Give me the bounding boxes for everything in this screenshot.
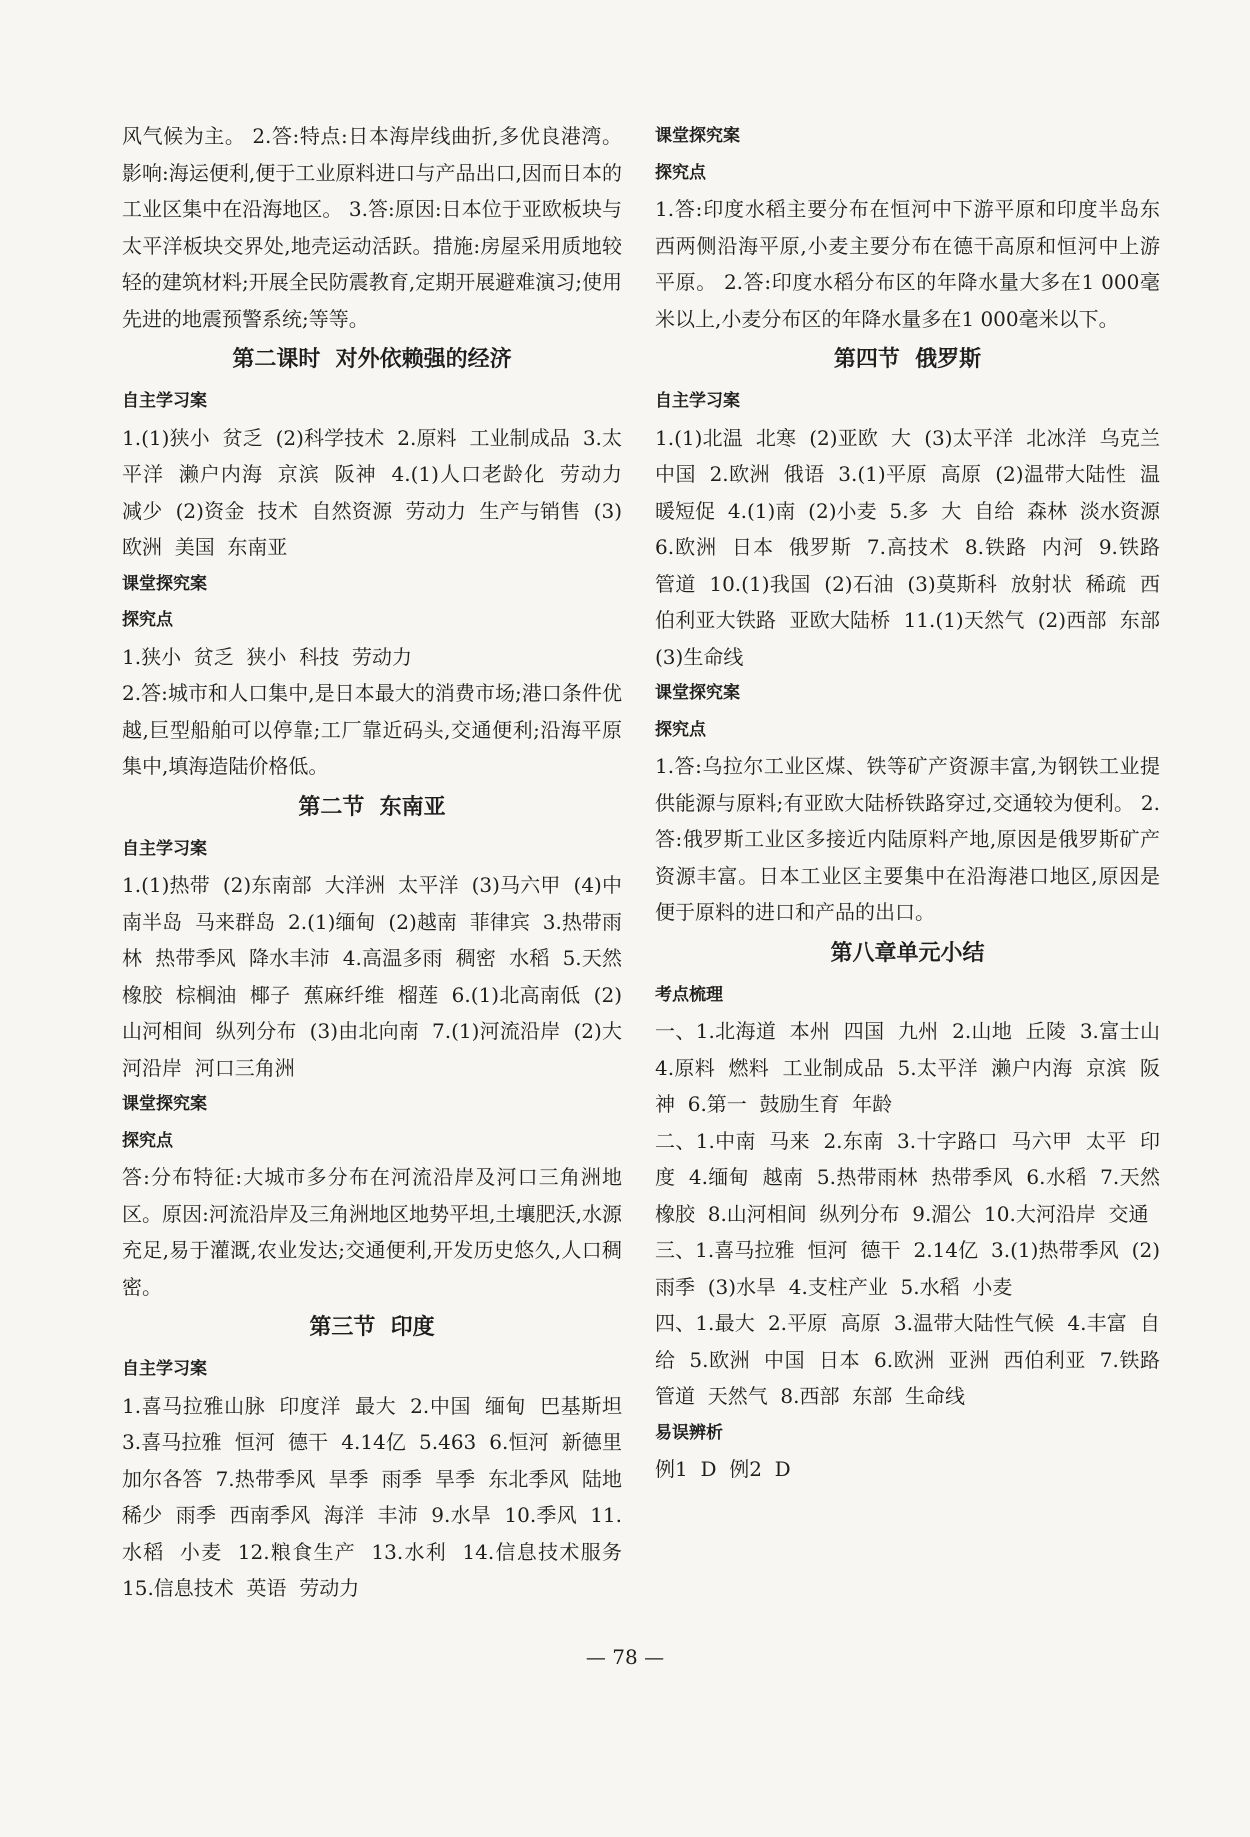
subsection-heading: 自主学习案 [122, 391, 207, 411]
page-number: — 78 — [585, 1645, 665, 1669]
subsection-heading: 课堂探究案 [122, 573, 207, 594]
section-title: 第三节 印度 [309, 1315, 435, 1340]
subsection-heading: 自主学习案 [122, 1359, 207, 1379]
answer-paragraph: 1.喜马拉雅山脉 印度洋 最大 2.中国 缅甸 巴基斯坦 3.喜马拉雅 恒河 德干 4.14亿 5.463 6.恒河 新德里 加尔各答 7.热带季风 旱季 雨季 旱季 东北季风 陆地 稀少 雨季 西南季风 海洋 丰沛 9.水旱 10.季风 11.水稻 小麦 12.粮食生产 13.水利 14.信息技术服务 15.信息技术 英语 劳动力 [122, 1393, 635, 1600]
answer-paragraph: 1.(1)热带 (2)东南部 大洋洲 太平洋 (3)马六甲 (4)中南半岛 马来群岛 2.(1)缅甸 (2)越南 菲律宾 3.热带雨林 热带季风 降水丰沛 4.高温多雨 稠密 水稻 5.天然橡胶 棕榈油 椰子 蕉麻纤维 榴莲 6.(1)北高南低 (2)山河相间 纵列分布 (3)由北向南 7.(1)河流沿岸 (2)大河沿岸 河口三角洲 [122, 873, 622, 1080]
subsection-heading: 课堂探究案 [655, 126, 740, 146]
left-column [122, 118, 635, 1607]
answer-paragraph: 四、1.最大 2.平原 高原 3.温带大陆性气候 4.丰富 自给 5.欧洲 中国 日本 6.欧洲 亚洲 西伯利亚 7.铁路 管道 天然气 8.西部 东部 生命线 [655, 1311, 1173, 1408]
answer-paragraph: 答:分布特征:大城市多分布在河流沿岸及河口三角洲地区。原因:河流沿岸及三角洲地区地势平坦,土壤肥沃,水源充足,易于灌溉,农业发达;交通便利,开发历史悠久,人口稠密。 [122, 1165, 622, 1299]
subsection-heading: 课堂探究案 [655, 683, 740, 703]
answer-paragraph: 一、1.北海道 本州 四国 九州 2.山地 丘陵 3.富士山 4.原料 燃料 工业制成品 5.太平洋 濑户内海 京滨 阪神 6.第一 鼓励生育 年龄 [655, 1019, 1173, 1116]
section-title: 第二节 东南亚 [298, 794, 446, 820]
subsection-heading: 探究点 [122, 610, 173, 630]
section-title: 第八章单元小结 [830, 940, 985, 966]
answer-paragraph: 1.(1)狭小 贫乏 (2)科学技术 2.原料 工业制成品 3.太平洋 濑户内海 京滨 阪神 4.(1)人口老龄化 劳动力 减少 (2)资金 技术 自然资源 劳动力 生产与销售 (3)欧洲 美国 东南亚 [122, 425, 635, 559]
subsection-heading: 课堂探究案 [122, 1094, 207, 1114]
answer-paragraph: 风气候为主。 2.答:特点:日本海岸线曲折,多优良港湾。影响:海运便利,便于工业原料进口与产品出口,因而日本的工业区集中在沿海地区。 3.答:原因:日本位于亚欧板块与太平洋板块交界处,地壳运动活跃。措施:房屋采用质地较轻的建筑材料;开展全民防震教育,定期开展避难演习;使用先进的地震预警系统;等等。 [122, 124, 622, 331]
subsection-heading: 探究点 [122, 1130, 173, 1151]
subsection-heading: 探究点 [655, 162, 706, 183]
answer-paragraph: 例1 D 例2 D [655, 1457, 791, 1481]
subsection-heading: 探究点 [655, 719, 706, 740]
subsection-heading: 自主学习案 [655, 391, 740, 411]
answer-paragraph: 1.答:乌拉尔工业区煤、铁等矿产资源丰富,为钢铁工业提供能源与原料;有亚欧大陆桥铁路穿过,交通较为便利。 2.答:俄罗斯工业区多接近内陆原料产地,原因是俄罗斯矿产资源丰富。日本工业区主要集中在沿海港口地区,原因是便于原料的进口和产品的出口。 [655, 754, 1160, 924]
section-title: 第二课时 对外依赖强的经济 [232, 347, 512, 372]
answer-paragraph: 1.狭小 贫乏 狭小 科技 劳动力 [122, 644, 412, 669]
right-column [655, 118, 1173, 1488]
answer-paragraph: 1.(1)北温 北寒 (2)亚欧 大 (3)太平洋 北冰洋 乌克兰 中国 2.欧洲 俄语 3.(1)平原 高原 (2)温带大陆性 温暖短促 4.(1)南 (2)小麦 5.多 大 自给 森林 淡水资源 6.欧洲 日本 俄罗斯 7.高技术 8.铁路 内河 9.铁路 管道 10.(1)我国 (2)石油 (3)莫斯科 放射状 稀疏 西伯利亚大铁路 亚欧大陆桥 11.(1)天然气 (2)西部 东部 (3)生命线 [655, 425, 1173, 669]
answer-paragraph: 1.答:印度水稻主要分布在恒河中下游平原和印度半岛东西两侧沿海平原,小麦主要分布在德干高原和恒河中上游平原。 2.答:印度水稻分布区的年降水量大多在1 000毫米以上,小麦分布区的年降水量多在1 000毫米以下。 [655, 197, 1160, 331]
answer-paragraph: 2.答:城市和人口集中,是日本最大的消费市场;港口条件优越,巨型船舶可以停靠;工厂靠近码头,交通便利;沿海平原集中,填海造陆价格低。 [122, 681, 622, 778]
subsection-heading: 易误辨析 [655, 1422, 723, 1443]
section-title: 第四节 俄罗斯 [833, 347, 982, 372]
answer-paragraph: 二、1.中南 马来 2.东南 3.十字路口 马六甲 太平 印度 4.缅甸 越南 5.热带雨林 热带季风 6.水稻 7.天然橡胶 8.山河相间 纵列分布 9.湄公 10.大河沿岸 交通 [655, 1128, 1160, 1226]
subsection-heading: 考点梳理 [655, 984, 723, 1005]
subsection-heading: 自主学习案 [122, 838, 207, 859]
answer-paragraph: 三、1.喜马拉雅 恒河 德干 2.14亿 3.(1)热带季风 (2)雨季 (3)水旱 4.支柱产业 5.水稻 小麦 [655, 1238, 1160, 1299]
